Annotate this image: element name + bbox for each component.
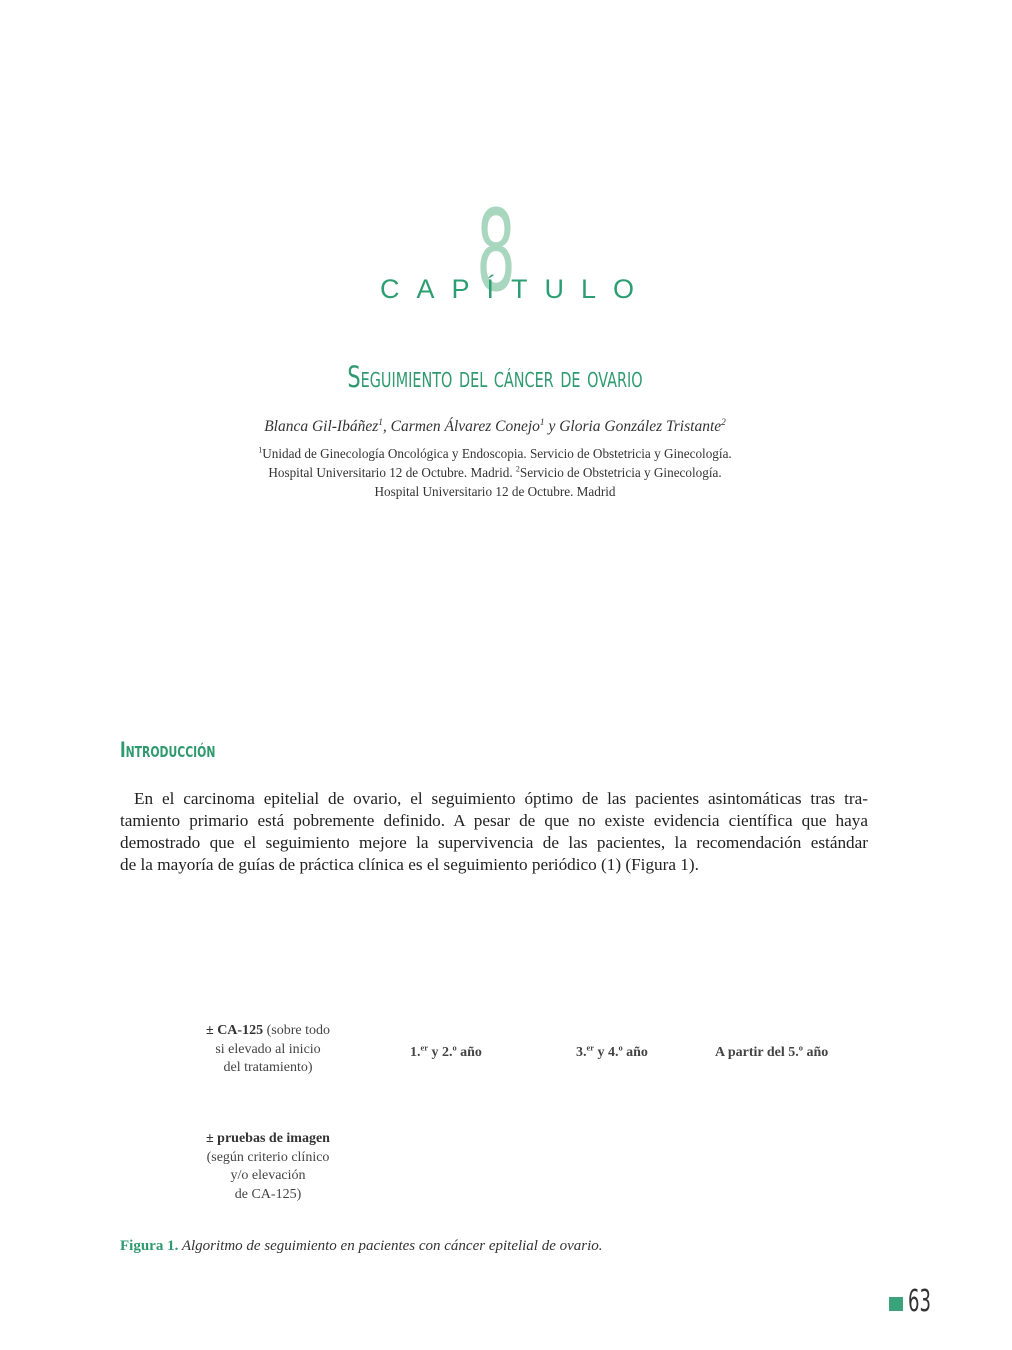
page-number: 63 [908, 1284, 931, 1319]
figure-col-year-5-plus: A partir del 5.$^o$ año [715, 1043, 829, 1060]
paragraph-line: En el carcinoma epitelial de ovario, el seguimiento óptimo de las pacientes asintomáticas tras tra- [134, 789, 868, 808]
affiliation-line-3: Hospital Universitario 12 de Octubre. Madrid [374, 484, 616, 499]
affiliations [0, 444, 990, 501]
paragraph-line: tamiento primario está pobremente definido. A pesar de que no existe evidencia científica que haya [120, 811, 868, 830]
body-paragraph [120, 788, 868, 876]
author-2: Carmen Álvarez Conejo [390, 418, 540, 435]
figure-col-year-1-2: 1.$^{er}$ y 2.$^o$ año [410, 1043, 482, 1060]
caption-label: Figura 1. [120, 1238, 179, 1254]
affiliation-line-1: $^1$Unidad de Ginecología Oncológica y Endoscopia. Servicio de Obstetricia y Ginecología. [258, 445, 732, 461]
paragraph-line: demostrado que el seguimiento mejore la supervivencia de las pacientes, la recomendación estándar [120, 833, 868, 852]
figure-col-year-3-4: 3.$^{er}$ y 4.$^o$ año [576, 1043, 648, 1060]
author-1: Blanca Gil-Ibáñez [264, 418, 379, 435]
caption-text: Algoritmo de seguimiento en pacientes con cáncer epitelial de ovario. [178, 1238, 603, 1254]
paragraph-line: de la mayoría de guías de práctica clínica es el seguimiento periódico (1) (Figura 1). [120, 855, 699, 874]
chapter-label: CAPÍTULO [380, 274, 652, 304]
section-heading: Introducción [120, 738, 216, 762]
chapter-number: 8 [476, 187, 516, 317]
figure-caption [120, 1238, 603, 1255]
author-3: Gloria González Tristante [559, 418, 722, 435]
chapter-title: Seguimiento del cáncer de ovario [347, 360, 643, 394]
figure-ca125-label: ± CA-125 (sobre todo si elevado al inicio del tratamiento) [206, 1023, 330, 1075]
page-marker-square [889, 1297, 903, 1311]
figure-imaging-label: ± pruebas de imagen (según criterio clínico y/o elevación de CA-125) [206, 1131, 330, 1202]
affiliation-line-2: Hospital Universitario 12 de Octubre. Madrid. $^2$Servicio de Obstetricia y Ginecología. [268, 464, 722, 480]
authors: Blanca Gil-Ibáñez$^1$, Carmen Álvarez Conejo$^1$ y Gloria González Tristante$^2$ [264, 417, 726, 435]
